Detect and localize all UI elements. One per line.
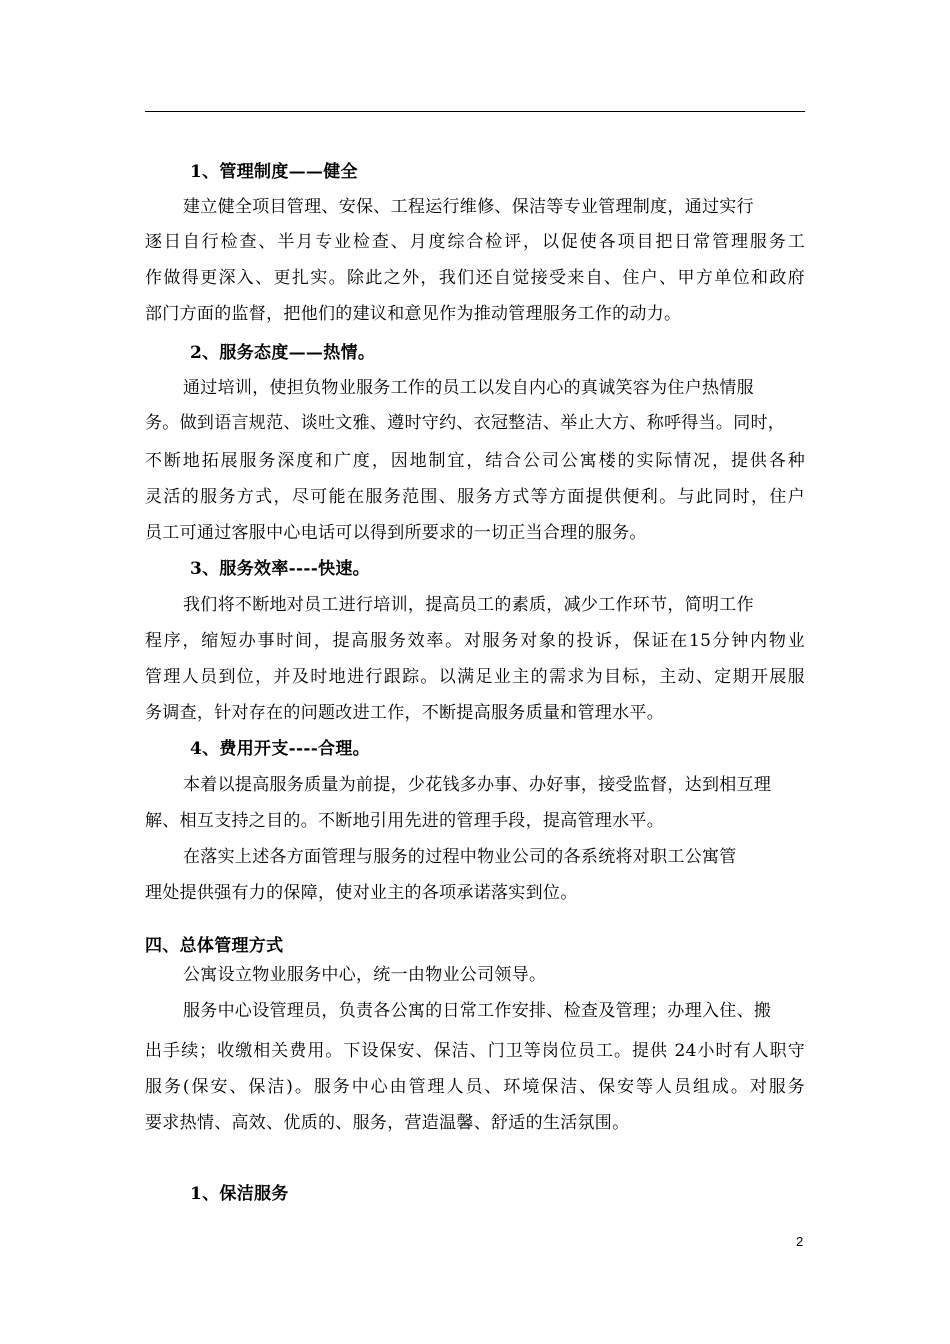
paragraph-line: 灵活的服务方式，尽可能在服务范围、服务方式等方面提供便利。与此同时，住户 [145,487,805,507]
paragraph-line: 员工可通过客服中心电话可以得到所要求的一切正当合理的服务。 [145,523,647,543]
header-rule [145,111,805,112]
heading-management-system: 1、管理制度——健全 [190,162,358,182]
heading-cleaning-service: 1、保洁服务 [190,1184,289,1204]
paragraph-line: 管理人员到位，并及时地进行跟踪。以满足业主的需求为目标，主动、定期开展服 [145,667,805,687]
paragraph-line: 要求热情、高效、优质的、服务，营造温馨、舒适的生活氛围。 [145,1113,630,1133]
paragraph-line: 在落实上述各方面管理与服务的过程中物业公司的各系统将对职工公寓管 [183,847,737,867]
heading-cost-expenditure: 4、费用开支----合理。 [190,739,370,759]
paragraph-line: 作做得更深入、更扎实。除此之外，我们还自觉接受来自、住户、甲方单位和政府 [145,268,805,288]
paragraph-line: 建立健全项目管理、安保、工程运行维修、保洁等专业管理制度，通过实行 [183,197,754,217]
paragraph-line: 不断地拓展服务深度和广度，因地制宜，结合公司公寓楼的实际情况，提供各种 [145,451,805,471]
paragraph-line: 解、相互支持之目的。不断地引用先进的管理手段，提高管理水平。 [145,811,664,831]
page-number: 2 [796,1234,804,1249]
paragraph-line: 务。做到语言规范、谈吐文雅、遵时守约、衣冠整洁、举止大方、称呼得当。同时， [145,413,786,433]
paragraph-line: 服务(保安、保洁)。服务中心由管理人员、环境保洁、保安等人员组成。对服务 [145,1077,805,1097]
paragraph-line: 理处提供强有力的保障，使对业主的各项承诺落实到位。 [145,883,578,903]
heading-service-efficiency: 3、服务效率----快速。 [190,559,370,579]
paragraph-line: 部门方面的监督，把他们的建议和意见作为推动管理服务工作的动力。 [145,304,682,324]
paragraph-line: 服务中心设管理员，负责各公寓的日常工作安排、检查及管理；办理入住、搬 [183,1001,772,1021]
paragraph-line: 本着以提高服务质量为前提，少花钱多办事、办好事，接受监督，达到相互理 [183,775,772,795]
heading-service-attitude: 2、服务态度——热情。 [190,343,376,363]
paragraph-line: 程序，缩短办事时间，提高服务效率。对服务对象的投诉，保证在15分钟内物业 [145,631,805,651]
paragraph-line: 出手续；收缴相关费用。下设保安、保洁、门卫等岗位员工。提供 24小时有人职守 [145,1041,805,1061]
paragraph-line: 公寓设立物业服务中心，统一由物业公司领导。 [183,965,547,985]
paragraph-line: 通过培训，使担负物业服务工作的员工以发自内心的真诚笑容为住户热情服 [183,378,754,398]
paragraph-line: 逐日自行检查、半月专业检查、月度综合检评，以促使各项目把日常管理服务工 [145,232,805,252]
section-heading-overall-management: 四、总体管理方式 [145,936,284,956]
paragraph-line: 务调查，针对存在的问题改进工作，不断提高服务质量和管理水平。 [145,703,664,723]
paragraph-line: 我们将不断地对员工进行培训，提高员工的素质，减少工作环节，简明工作 [183,595,754,615]
